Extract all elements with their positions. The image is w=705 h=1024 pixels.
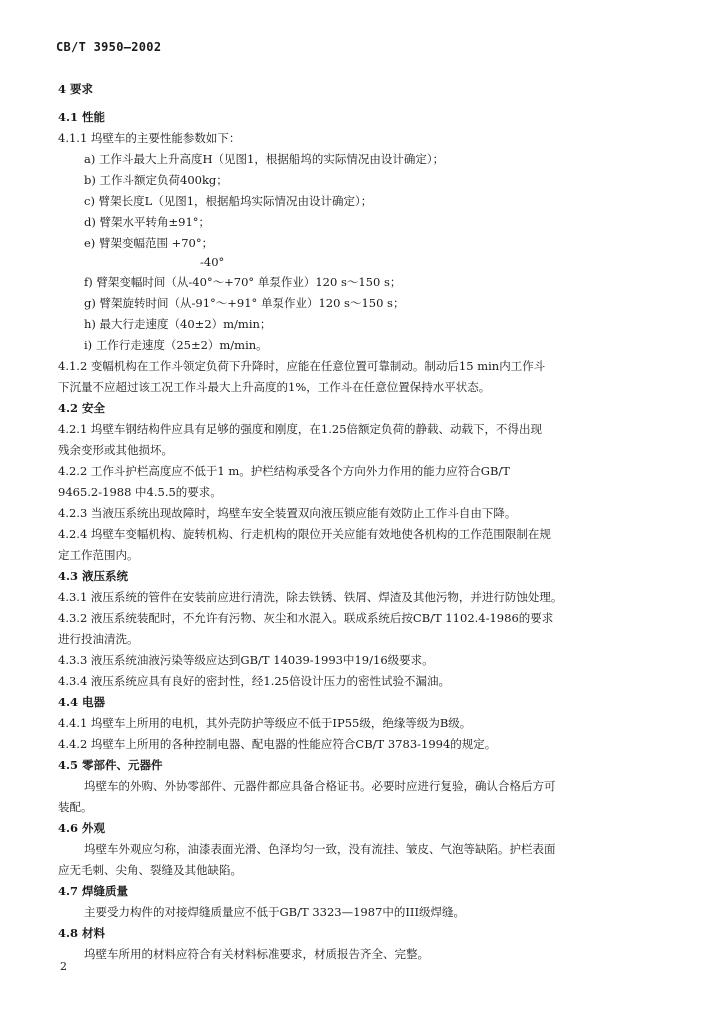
- clause-text: 4.1.2 变幅机构在工作斗领定负荷下升降时，应能在任意位置可靠制动。制动后15 min内工作斗: [58, 359, 546, 373]
- clause-text: 4.4.2 坞壁车上所用的各种控制电器、配电器的性能应符合CB/T 3783-1994的规定。: [58, 737, 497, 751]
- clause-text: 4.4.1 坞壁车上所用的电机，其外壳防护等级应不低于IP55级，绝缘等级为B级。: [58, 716, 472, 730]
- section-heading: 4.3 液压系统: [58, 569, 129, 583]
- clause-text: 主要受力构件的对接焊缝质量应不低于GB/T 3323—1987中的III级焊缝。: [84, 905, 465, 919]
- clause-text: 残余变形或其他损坏。: [58, 443, 173, 457]
- section-heading: 4.7 焊缝质量: [58, 884, 129, 898]
- list-item: g) 臂架旋转时间（从-91°～+91° 单泵作业）120 s～150 s；: [84, 296, 405, 310]
- section-heading: 4.1 性能: [58, 110, 106, 124]
- clause-text: 4.3.3 液压系统油液污染等级应达到GB/T 14039-1993中19/16级要求。: [58, 653, 434, 667]
- clause-text: 下沉量不应超过该工况工作斗最大上升高度的1%，工作斗在任意位置保持水平状态。: [58, 380, 491, 394]
- clause-text: 4.2.2 工作斗护栏高度应不低于1 m。护栏结构承受各个方向外力作用的能力应符合GB/T: [58, 464, 510, 478]
- clause-text: 4.3.4 液压系统应具有良好的密封性，经1.25倍设计压力的密性试验不漏油。: [58, 674, 451, 688]
- list-item: f) 臂架变幅时间（从-40°～+70° 单泵作业）120 s～150 s；: [84, 275, 402, 289]
- page-number: 2: [60, 960, 67, 973]
- standard-header: CB/T 3950—2002: [56, 40, 162, 54]
- clause-text: 坞壁车所用的材料应符合有关材料标准要求，材质报告齐全、完整。: [84, 947, 429, 961]
- clause-text: 进行投油清洗。: [58, 632, 139, 646]
- clause-text: 4.2.4 坞壁车变幅机构、旋转机构、行走机构的限位开关应能有效地使各机构的工作范围限制在规: [58, 527, 551, 541]
- clause-text: 应无毛刺、尖角、裂缝及其他缺陷。: [58, 863, 242, 877]
- list-item: h) 最大行走速度（40±2）m/min；: [84, 317, 272, 331]
- clause-text: 坞壁车的外购、外协零部件、元器件都应具备合格证书。必要时应进行复验，确认合格后方可: [84, 779, 556, 793]
- section-heading: 4 要求: [58, 82, 94, 96]
- clause-text: 4.2.1 坞壁车钢结构件应具有足够的强度和刚度，在1.25倍额定负荷的静载、动载下，不得出现: [58, 422, 543, 436]
- list-item-continuation: -40°: [200, 255, 225, 269]
- clause-text: 坞壁车外观应匀称，油漆表面光滑、色泽均匀一致，没有流挂、皱皮、气泡等缺陷。护栏表面: [84, 842, 556, 856]
- section-heading: 4.2 安全: [58, 401, 106, 415]
- list-item: c) 臂架长度L（见图1，根据船坞实际情况由设计确定）；: [84, 194, 373, 208]
- list-item: d) 臂架水平转角±91°；: [84, 215, 211, 229]
- section-heading: 4.6 外观: [58, 821, 106, 835]
- clause-text: 定工作范围内。: [58, 548, 139, 562]
- list-item: i) 工作行走速度（25±2）m/min。: [84, 338, 268, 352]
- list-item: b) 工作斗额定负荷400kg；: [84, 173, 228, 187]
- section-heading: 4.4 电器: [58, 695, 106, 709]
- list-item: e) 臂架变幅范围 +70°；: [84, 236, 214, 250]
- list-item: a) 工作斗最大上升高度H（见图1，根据船坞的实际情况由设计确定）；: [84, 152, 445, 166]
- clause-text: 9465.2-1988 中4.5.5的要求。: [58, 485, 222, 499]
- clause-text: 4.3.1 液压系统的管件在安装前应进行清洗，除去铁锈、铁屑、焊渣及其他污物，并进行防蚀处理。: [58, 590, 563, 604]
- clause-text: 装配。: [58, 800, 93, 814]
- section-heading: 4.5 零部件、元器件: [58, 758, 163, 772]
- section-heading: 4.8 材料: [58, 926, 106, 940]
- clause-text: 4.1.1 坞壁车的主要性能参数如下：: [58, 131, 241, 145]
- clause-text: 4.3.2 液压系统装配时，不允许有污物、灰尘和水混入。联成系统后按CB/T 1102.4-1986的要求: [58, 611, 554, 625]
- clause-text: 4.2.3 当液压系统出现故障时，坞壁车安全装置双向液压锁应能有效防止工作斗自由下降。: [58, 506, 517, 520]
